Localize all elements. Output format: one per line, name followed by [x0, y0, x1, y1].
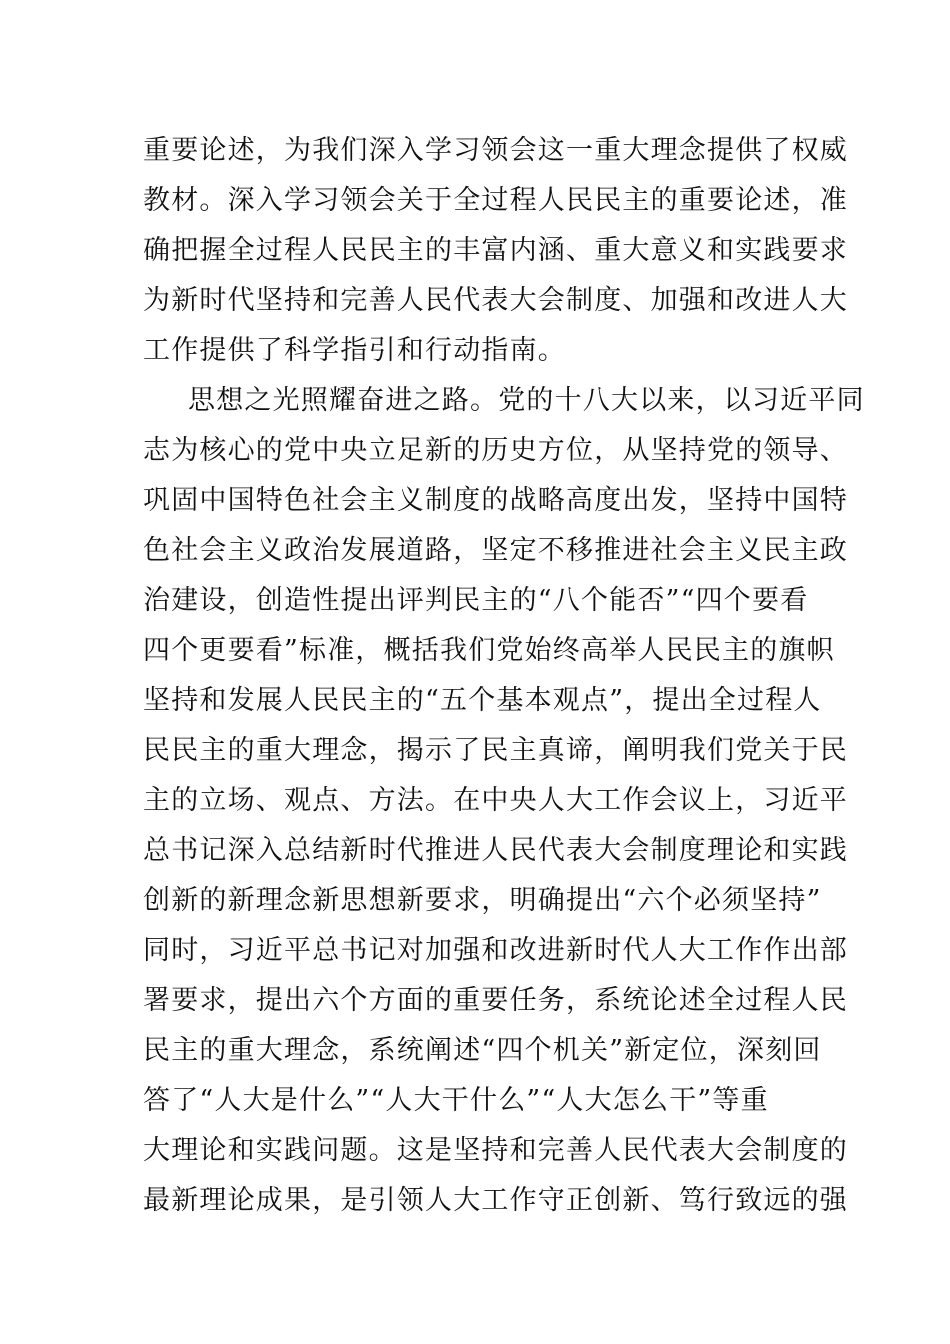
- text-line: 四个更要看”标准，概括我们党始终高举人民民主的旗帜: [143, 635, 835, 666]
- text-line: 大理论和实践问题。这是坚持和完善人民代表大会制度的: [143, 1135, 848, 1166]
- text-line: 工作提供了科学指引和行动指南。: [143, 335, 566, 366]
- text-line: 署要求，提出六个方面的重要任务，系统论述全过程人民: [143, 985, 848, 1016]
- text-line: 重要论述，为我们深入学习领会这一重大理念提供了权威: [143, 135, 848, 166]
- text-line: 同时，习近平总书记对加强和改进新时代人大工作作出部: [143, 935, 848, 966]
- text-line: 志为核心的党中央立足新的历史方位，从坚持党的领导、: [143, 435, 848, 466]
- text-line: 治建设，创造性提出评判民主的“八个能否”“四个要看: [143, 585, 809, 616]
- text-line: 教材。深入学习领会关于全过程人民民主的重要论述，准: [143, 185, 848, 216]
- text-line: 创新的新理念新思想新要求，明确提出“六个必须坚持”: [143, 885, 822, 916]
- paragraph-first-line: 思想之光照耀奋进之路。党的十八大以来，以习近平同: [188, 385, 865, 416]
- text-line: 坚持和发展人民民主的“五个基本观点”，提出全过程人: [143, 685, 822, 716]
- text-line: 主的立场、观点、方法。在中央人大工作会议上，习近平: [143, 785, 848, 816]
- text-line: 确把握全过程人民民主的丰富内涵、重大意义和实践要求: [143, 235, 848, 266]
- text-line: 为新时代坚持和完善人民代表大会制度、加强和改进人大: [143, 285, 848, 316]
- text-line: 最新理论成果，是引领人大工作守正创新、笃行致远的强: [143, 1185, 848, 1216]
- text-line: 总书记深入总结新时代推进人民代表大会制度理论和实践: [143, 835, 848, 866]
- text-line: 答了“人大是什么”“人大干什么”“人大怎么干”等重: [143, 1085, 769, 1116]
- text-line: 民主的重大理念，系统阐述“四个机关”新定位，深刻回: [143, 1035, 822, 1066]
- text-line: 色社会主义政治发展道路，坚定不移推进社会主义民主政: [143, 535, 848, 566]
- text-line: 民民主的重大理念，揭示了民主真谛，阐明我们党关于民: [143, 735, 848, 766]
- text-line: 巩固中国特色社会主义制度的战略高度出发，坚持中国特: [143, 485, 848, 516]
